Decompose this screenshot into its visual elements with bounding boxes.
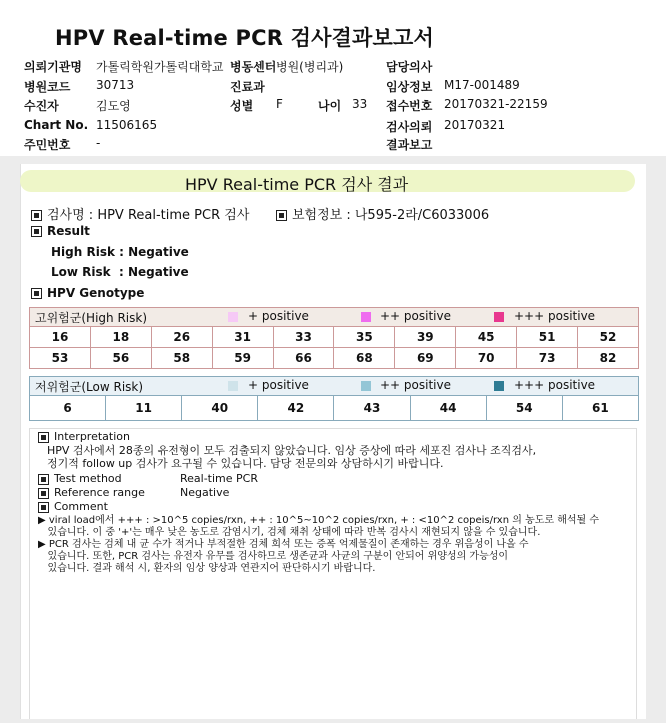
- genotype-cell: 82: [578, 348, 639, 369]
- patient-label: 수진자: [24, 99, 59, 113]
- clinical-info-value: M17-001489: [444, 78, 520, 92]
- genotype-cell: 70: [456, 348, 517, 369]
- genotype-cell: 26: [151, 327, 212, 348]
- bullet-square-icon: [31, 288, 42, 299]
- chart-value: 11506165: [96, 118, 158, 132]
- institution-value: 가톨릭학원가톨릭대학교: [96, 60, 224, 74]
- low-risk-genotype-table: [29, 395, 639, 421]
- high-risk-row: [30, 327, 639, 348]
- genotype-cell: 39: [395, 327, 456, 348]
- receipt-label: 접수번호: [386, 99, 433, 113]
- insurance-row: [276, 204, 489, 223]
- high-risk-header: [29, 307, 639, 327]
- plus3-legend: +++ positive: [514, 378, 596, 392]
- genotype-cell: 52: [578, 327, 639, 348]
- interpretation-heading-row: [38, 431, 130, 443]
- genotype-cell: 58: [151, 348, 212, 369]
- hospital-code-value: 30713: [96, 78, 135, 92]
- plus2-legend: ++ positive: [380, 378, 451, 392]
- test-method-value: Real-time PCR: [180, 472, 258, 485]
- genotype-cell: 68: [334, 348, 395, 369]
- result-report-label: 결과보고: [386, 138, 433, 152]
- plus-swatch: [228, 312, 238, 322]
- institution-label: 의뢰기관명: [24, 60, 82, 74]
- genotype-cell: 51: [517, 327, 578, 348]
- plus3-swatch: [494, 381, 504, 391]
- plus2-swatch: [361, 312, 371, 322]
- comment-line: ▶ PCR 검사는 검체 내 균 수가 적거나 부적절한 검체 희석 또는 증폭 억제물질이 존재하는 경우 위음성이 나올 수: [38, 539, 529, 550]
- genotype-cell: 54: [486, 396, 562, 421]
- banner-title: HPV Real-time PCR 검사 결과: [185, 175, 409, 194]
- high-risk-title: 고위험군(High Risk): [35, 311, 147, 325]
- reference-range-value: Negative: [180, 486, 230, 499]
- high-risk-row: [30, 348, 639, 369]
- plus3-legend: +++ positive: [514, 309, 596, 323]
- ward-label: 병동센터: [230, 60, 277, 74]
- resident-value: -: [96, 136, 101, 150]
- request-label: 검사의뢰: [386, 120, 433, 134]
- department-label: 진료과: [230, 80, 265, 94]
- genotype-cell: 16: [30, 327, 91, 348]
- low-risk-title: 저위험군(Low Risk): [35, 380, 144, 394]
- test-method-row: [38, 473, 122, 485]
- plus-legend: + positive: [248, 309, 309, 323]
- genotype-cell: 33: [273, 327, 334, 348]
- insurance-info: 보험정보 : 나595-2라/C6033006: [292, 208, 490, 223]
- genotype-heading-row: [31, 286, 144, 300]
- genotype-cell: 45: [456, 327, 517, 348]
- genotype-cell: 11: [106, 396, 182, 421]
- test-name-row: [31, 204, 249, 223]
- ward-value: 병원(병리과): [276, 60, 344, 74]
- plus2-legend: ++ positive: [380, 309, 451, 323]
- genotype-cell: 18: [90, 327, 151, 348]
- sex-value: F: [276, 97, 283, 111]
- genotype-cell: 66: [273, 348, 334, 369]
- resident-label: 주민번호: [24, 138, 71, 152]
- age-label: 나이: [318, 99, 342, 113]
- interpretation-line: 정기적 follow up 검사가 요구될 수 있습니다. 담당 전문의와 상담하시기 바랍니다.: [47, 457, 444, 470]
- interpretation-line: HPV 검사에서 28종의 유전형이 모두 검출되지 않았습니다. 임상 증상에 따라 세포진 검사나 조직검사,: [47, 444, 537, 457]
- plus3-swatch: [494, 312, 504, 322]
- low-risk-header: [29, 376, 639, 396]
- sex-label: 성별: [230, 99, 254, 113]
- genotype-cell: 35: [334, 327, 395, 348]
- age-value: 33: [352, 97, 368, 111]
- genotype-cell: 44: [410, 396, 486, 421]
- comment-line: 있습니다. 결과 해석 시, 환자의 임상 양상과 연관지어 판단하시기 바랍니다.: [38, 563, 376, 574]
- genotype-cell: 6: [30, 396, 106, 421]
- bullet-square-icon: [38, 474, 49, 485]
- plus2-swatch: [361, 381, 371, 391]
- hospital-code-label: 병원코드: [24, 80, 71, 94]
- receipt-value: 20170321-22159: [444, 97, 548, 111]
- doctor-label: 담당의사: [386, 60, 433, 74]
- reference-range-label: Reference range: [54, 486, 145, 499]
- bullet-square-icon: [38, 488, 49, 499]
- comment-line: 있습니다. 이 중 '+'는 매우 낮은 농도로 감염시기, 검체 채취 상태에 따라 반복 검사시 재현되지 않을 수 있습니다.: [38, 527, 541, 538]
- high-risk-result: High Risk : Negative: [51, 245, 189, 259]
- genotype-cell: 73: [517, 348, 578, 369]
- comment-line: ▶ viral load에서 +++ : >10^5 copies/rxn, ++ : 10^5~10^2 copies/rxn, + : <10^2 copeis/rxn 의 농도로 해석될 수: [38, 515, 600, 526]
- result-heading-row: [31, 224, 90, 238]
- bullet-square-icon: [31, 226, 42, 237]
- request-value: 20170321: [444, 118, 506, 132]
- low-risk-result: Low Risk : Negative: [51, 265, 189, 279]
- reference-range-row: [38, 487, 145, 499]
- genotype-cell: 59: [212, 348, 273, 369]
- comment-line: 있습니다. 또한, PCR 검사는 유전자 유무를 검사하므로 생존균과 사균의 구분이 안되어 위양성의 가능성이: [38, 551, 509, 562]
- result-heading: Result: [47, 224, 90, 238]
- clinical-info-label: 임상정보: [386, 80, 433, 94]
- genotype-cell: 42: [258, 396, 334, 421]
- genotype-heading: HPV Genotype: [47, 286, 145, 300]
- chart-label: Chart No.: [24, 118, 89, 132]
- interpretation-heading: Interpretation: [54, 430, 130, 443]
- bullet-square-icon: [38, 502, 49, 513]
- bullet-square-icon: [31, 210, 42, 221]
- test-method-label: Test method: [54, 472, 122, 485]
- genotype-cell: 53: [30, 348, 91, 369]
- genotype-cell: 40: [182, 396, 258, 421]
- report-title: HPV Real-time PCR 검사결과보고서: [55, 26, 434, 50]
- test-name: 검사명 : HPV Real-time PCR 검사: [47, 208, 250, 223]
- genotype-cell: 31: [212, 327, 273, 348]
- comment-heading-row: [38, 501, 108, 513]
- genotype-cell: 43: [334, 396, 410, 421]
- genotype-cell: 56: [90, 348, 151, 369]
- patient-value: 김도영: [96, 99, 131, 113]
- genotype-cell: 61: [562, 396, 638, 421]
- plus-swatch: [228, 381, 238, 391]
- comment-heading: Comment: [54, 500, 108, 513]
- high-risk-genotype-table: [29, 326, 639, 369]
- genotype-cell: 69: [395, 348, 456, 369]
- bullet-square-icon: [38, 432, 49, 443]
- low-risk-row: [30, 396, 639, 421]
- plus-legend: + positive: [248, 378, 309, 392]
- bullet-square-icon: [276, 210, 287, 221]
